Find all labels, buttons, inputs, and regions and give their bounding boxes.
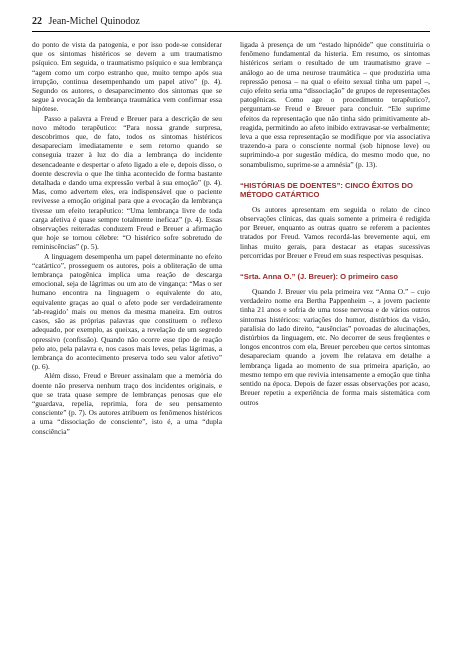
paragraph: ligada à presença de um “estado hipnóide” que constituiria o fenômeno fundamental da histeria. Em resumo, os sintomas histéricos seriam o resultado de um traumatismo grave – análogo ao de uma neurose traumática – que produziria uma repressão penosa – na qual o efeito sexual tinha um papel –, cujo efeito seria uma “dissociação” de grupos de representações patogênicas. Como age o procedimento terapêutico?, perguntam-se Freud e Breuer para concluir. “Ele suprime efeitos da representação que não tinha sido primitivamente ab-reagida, permitindo ao afeto inibido extravasar-se verbalmente; leva a que essa representação se modifique por via associativa trazendo-a para o consciente normal (sob hipnose leve) ou suprimindo-a por sugestão médica, do mesmo modo que, no sonambulismo, suprime-se a amnésia” (p. 13). [240, 40, 430, 169]
paragraph: Além disso, Freud e Breuer assinalam que a memória do doente não preserva nenhum traço dos incidentes originais, e que se trata quase sempre de lembranças penosas que ele “guardava, repelia, reprimia, fora de seu pensamento consciente” (p. 7). Os autores atribuem os fenômenos histéricos a uma “dissociação de consciente”, isto é, a uma “dupla consciência” [32, 371, 222, 436]
paragraph: Quando J. Breuer viu pela primeira vez “Anna O.” – cujo verdadeiro nome era Bertha Pappenheim –, a jovem paciente tinha 21 anos e sofria de uma tosse nervosa e de vários outros sintomas histéricos: variações do humor, distúrbios da visão, paralisia do lado direito, “ausências” povoadas de alucinações, distúrbios da linguagem, etc. No decorrer de seus freqüentes e longos encontros com ela, Breuer percebeu que certos sintomas desapareciam quando a jovem lhe relatava em detalhe a lembrança ligada ao momento de sua primeira aparição, ao mesmo tempo em que revivia intensamente a emoção que tinha sentido na época. Depois de fazer essas observações por acaso, Breuer repetiu a experiência de forma mais sistemática com outros [240, 287, 430, 407]
section-heading: “HISTÓRIAS DE DOENTES”: CINCO ÊXITOS DO MÉTODO CATÁRTICO [240, 180, 413, 199]
left-column [32, 40, 222, 436]
paragraph: do ponto de vista da patogenia, e por isso pode-se considerar que os sintomas histéricos se devem a um traumatismo psíquico. Em seguida, o traumatismo psíquico e sua lembrança “agem como um corpo estranho que, muito tempo após sua irrupção, continua desempenhando um papel ativo” (p. 4). Segundo os autores, o desaparecimento dos sintomas que se segue à evocação da lembrança traumática vem confirmar essa hipótese. [32, 40, 222, 114]
paragraph: Os autores apresentam em seguida o relato de cinco observações clínicas, das quais somente a primeira é redigida por Breuer, enquanto as outras quatro se referem a pacientes tratados por Freud. Vamos recordá-las brevemente aqui, em linhas muito gerais, para destacar as etapas sucessivas percorridas por Breuer e Freud em suas respectivas pesquisas. [240, 204, 430, 260]
running-author: Jean-Michel Quinodoz [48, 16, 140, 27]
page-number: 22 [32, 16, 42, 27]
header-rule [32, 31, 430, 32]
paragraph: A linguagem desempenha um papel determinante no efeito “catártico”, prosseguem os autores, pois a obliteração de uma lembrança patogênica implica uma reação de descarga emocional, seja de lágrimas ou um ato de vingança: “Mas o ser humano encontra na linguagem o equivalente do ato, equivalente graças ao qual o afeto pode ser verdadeiramente ‘ab-reagido’ mais ou menos da mesma maneira. Em outros casos, são as próprias palavras que constituem o reflexo adequado, por exemplo, as queixas, a revelação de um segredo opressivo (confissão). Quando não ocorre esse tipo de reação pelo ato, pela palavra e, nos casos mais leves, pelas lágrimas, a lembrança do acontecimento preserva todo seu valor afetivo” (p. 6). [32, 251, 222, 372]
section-heading: “Srta. Anna O.” (J. Breuer): O primeiro caso [240, 272, 398, 282]
paragraph: Passo a palavra a Freud e Breuer para a descrição de seu novo método terapêutico: “Para nossa grande surpresa, descobrimos que, de fato, todos os sintomas histéricos desapareciam imediatamente e sem retorno quando se conseguia trazer à luz do dia a lembrança do incidente desencadeante e despertar o afeto ligado a ele e, depois disso, o doente descrevia o que lhe tinha acontecido de forma bastante detalhada e dando uma expressão verbal à sua emoção” (p. 4). Mas, como advertem eles, era indispensável que o paciente revivesse a emoção original para que a evocação da lembrança tivesse um efeito terapêutico: “Uma lembrança livre de toda carga afetiva é quase sempre totalmente ineficaz” (p. 4). Essas observações reiteradas conduzem Freud e Breuer a afirmação que hoje se tornou célebre: “O histérico sofre sobretudo de reminiscências” (p. 5). [32, 113, 222, 252]
right-column [240, 40, 430, 407]
running-header [32, 16, 140, 27]
